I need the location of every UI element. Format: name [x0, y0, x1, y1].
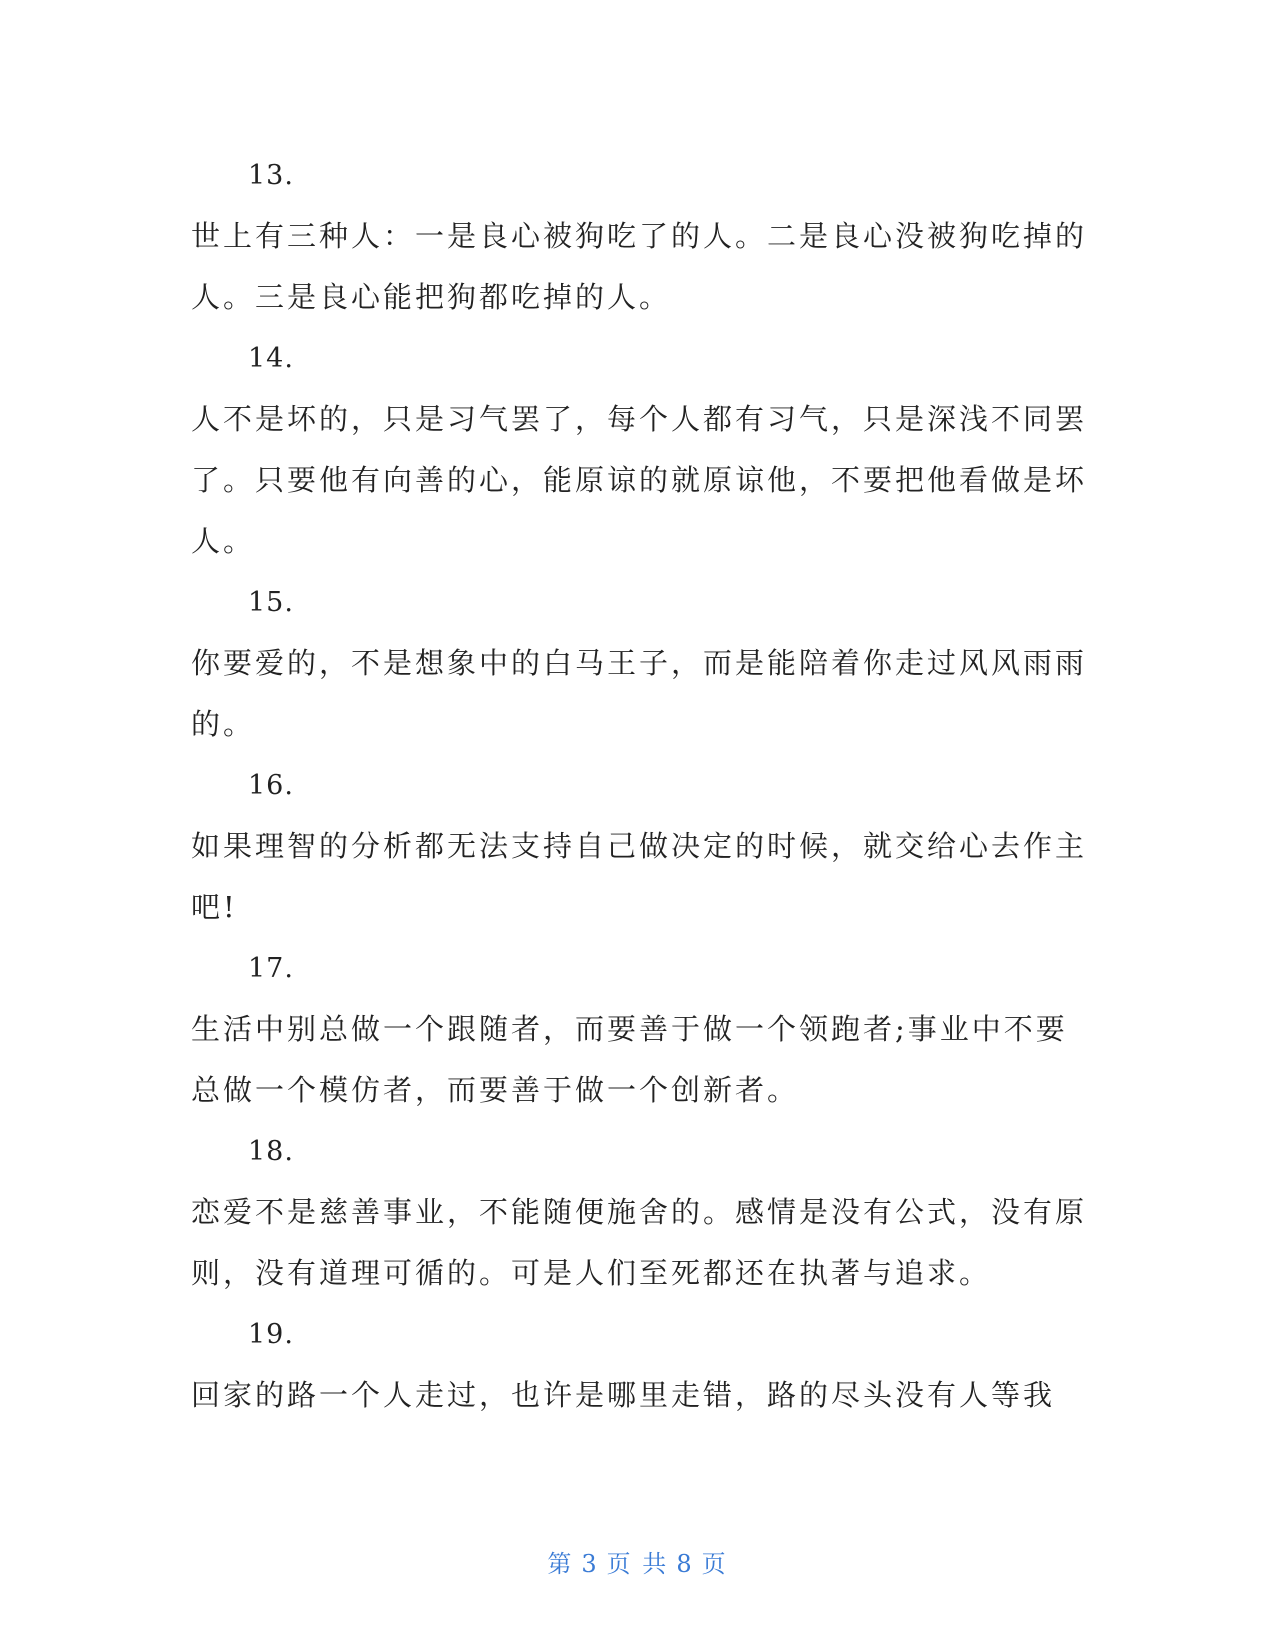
footer-suffix: 页	[701, 1550, 728, 1578]
entry-text: 你要爱的，不是想象中的白马王子，而是能陪着你走过风风雨雨的。	[191, 646, 1088, 741]
footer-prefix: 第	[547, 1550, 574, 1578]
entry-text: 世上有三种人：一是良心被狗吃了的人。二是良心没被狗吃掉的人。三是良心能把狗都吃掉的人。	[191, 219, 1088, 314]
entry-number: 13.	[248, 160, 294, 191]
document-body	[191, 145, 1091, 1426]
entry-number: 15.	[248, 587, 294, 618]
entry-number: 17.	[248, 953, 294, 984]
page-footer	[0, 1544, 1275, 1579]
entry-text: 人不是坏的，只是习气罢了，每个人都有习气，只是深浅不同罢了。只要他有向善的心，能原谅的就原谅他，不要把他看做是坏人。	[191, 402, 1088, 558]
entry-number: 18.	[248, 1136, 294, 1167]
entry-text: 回家的路一个人走过，也许是哪里走错，路的尽头没有人等我	[191, 1378, 1056, 1412]
entry-number: 14.	[248, 343, 294, 374]
current-page-number: 3	[581, 1550, 599, 1578]
entry-number: 16.	[248, 770, 294, 801]
entry-text: 生活中别总做一个跟随者，而要善于做一个领跑者;事业中不要总做一个模仿者，而要善于做一个创新者。	[191, 1012, 1068, 1107]
footer-middle: 页 共	[606, 1550, 669, 1578]
entry-text: 如果理智的分析都无法支持自己做决定的时候，就交给心去作主吧!	[191, 829, 1088, 924]
total-pages-number: 8	[676, 1550, 694, 1578]
entry-number: 19.	[248, 1319, 294, 1350]
entry-text: 恋爱不是慈善事业，不能随便施舍的。感情是没有公式，没有原则，没有道理可循的。可是人们至死都还在执著与追求。	[191, 1195, 1088, 1290]
